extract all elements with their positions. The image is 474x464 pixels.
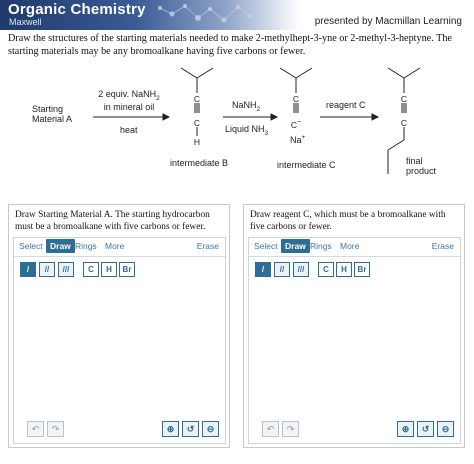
step2-reagent bbox=[232, 100, 260, 113]
app-subtitle: Maxwell bbox=[9, 17, 42, 27]
tab-rings[interactable]: Rings bbox=[310, 241, 332, 251]
atom-c-symbol: C bbox=[290, 119, 297, 130]
hydrogen-atom-button[interactable]: H bbox=[336, 262, 352, 277]
atom-c: C bbox=[400, 94, 408, 104]
atom-c: C bbox=[292, 94, 300, 104]
triple-bond-button[interactable]: /// bbox=[58, 262, 74, 277]
step3-reagent: reagent C bbox=[326, 100, 366, 110]
app-header bbox=[0, 0, 474, 30]
starting-material-line2: Material A bbox=[32, 114, 73, 124]
panel-reagent-c bbox=[243, 204, 465, 448]
charge-minus: − bbox=[297, 118, 302, 126]
tab-more[interactable]: More bbox=[340, 241, 360, 251]
zoom-reset-icon[interactable]: ↺ bbox=[182, 421, 199, 437]
editor-toolbar bbox=[14, 238, 225, 257]
starting-material-label bbox=[32, 104, 72, 124]
hydrogen-atom-button[interactable]: H bbox=[101, 262, 117, 277]
question-text: Draw the structures of the starting materials needed to make 2-methylhept-3-yne or 2-methyl-3-heptyne. The starting materials may be any bromoalkane having five carbons or fewer. bbox=[8, 33, 452, 57]
redo-icon[interactable]: ↷ bbox=[282, 421, 299, 437]
panel-prompt: Draw reagent C, which must be a bromoalkane with five carbons or fewer. bbox=[250, 210, 446, 232]
editor-toolbar bbox=[249, 238, 460, 257]
app-title: Organic Chemistry bbox=[8, 1, 146, 18]
starting-material-line1: Starting bbox=[32, 104, 64, 114]
reaction-scheme bbox=[0, 58, 474, 188]
zoom-out-icon[interactable]: ⊖ bbox=[437, 421, 454, 437]
step2-solvent-subscript: 3 bbox=[264, 129, 269, 137]
tab-draw[interactable]: Draw bbox=[281, 239, 310, 253]
step1-reagent-line2: in mineral oil bbox=[103, 101, 155, 112]
charge-plus: + bbox=[301, 134, 306, 141]
atom-c: C bbox=[193, 118, 201, 128]
zoom-in-icon[interactable]: ⊕ bbox=[162, 421, 179, 437]
bromine-atom-button[interactable]: Br bbox=[119, 262, 135, 277]
step1-subscript: 2 bbox=[156, 94, 160, 102]
erase-button[interactable]: Erase bbox=[196, 241, 219, 251]
drawing-canvas[interactable] bbox=[248, 237, 461, 444]
final-product-line1: final bbox=[406, 156, 423, 166]
step1-reagent-line1: 2 equiv. NaNH bbox=[98, 89, 157, 99]
step1-reagents bbox=[98, 89, 160, 112]
double-bond-button[interactable]: // bbox=[39, 262, 55, 277]
molecule-decoration bbox=[150, 0, 300, 30]
undo-icon[interactable]: ↶ bbox=[27, 421, 44, 437]
panel-starting-material bbox=[8, 204, 230, 448]
step2-solvent bbox=[225, 124, 268, 137]
panel-prompt: Draw Starting Material A. The starting hydrocarbon must be a bromoalkane with five carbons or fewer. bbox=[15, 210, 210, 232]
intermediate-b-label: intermediate B bbox=[170, 158, 229, 168]
step2-reagent-text: NaNH bbox=[232, 100, 257, 110]
intermediate-c-label: intermediate C bbox=[277, 160, 336, 170]
triple-bond-button[interactable]: /// bbox=[293, 262, 309, 277]
drawing-canvas[interactable] bbox=[13, 237, 226, 444]
tab-select[interactable]: Select bbox=[19, 241, 43, 251]
zoom-reset-icon[interactable]: ↺ bbox=[417, 421, 434, 437]
carbon-atom-button[interactable]: C bbox=[318, 262, 334, 277]
title-banner bbox=[0, 0, 300, 30]
erase-button[interactable]: Erase bbox=[431, 241, 454, 251]
atom-na: Na bbox=[290, 135, 302, 145]
final-product-label bbox=[406, 156, 436, 176]
zoom-out-icon[interactable]: ⊖ bbox=[202, 421, 219, 437]
zoom-in-icon[interactable]: ⊕ bbox=[397, 421, 414, 437]
final-product-line2: product bbox=[406, 166, 437, 176]
tab-draw[interactable]: Draw bbox=[46, 239, 75, 253]
atom-c bbox=[290, 118, 302, 130]
sodium-counterion bbox=[290, 134, 305, 145]
tab-select[interactable]: Select bbox=[254, 241, 278, 251]
undo-icon[interactable]: ↶ bbox=[262, 421, 279, 437]
double-bond-button[interactable]: // bbox=[274, 262, 290, 277]
step2-subscript: 2 bbox=[256, 105, 261, 113]
single-bond-button[interactable]: / bbox=[20, 262, 36, 277]
carbon-atom-button[interactable]: C bbox=[83, 262, 99, 277]
publisher-credit: presented by Macmillan Learning bbox=[314, 16, 462, 27]
tab-rings[interactable]: Rings bbox=[75, 241, 97, 251]
atom-c: C bbox=[193, 94, 201, 104]
atom-h: H bbox=[193, 137, 201, 147]
step2-solvent-text: Liquid NH bbox=[225, 124, 265, 134]
atom-c: C bbox=[400, 118, 408, 128]
tab-more[interactable]: More bbox=[105, 241, 125, 251]
step1-conditions: heat bbox=[120, 125, 138, 135]
bromine-atom-button[interactable]: Br bbox=[354, 262, 370, 277]
redo-icon[interactable]: ↷ bbox=[47, 421, 64, 437]
single-bond-button[interactable]: / bbox=[255, 262, 271, 277]
